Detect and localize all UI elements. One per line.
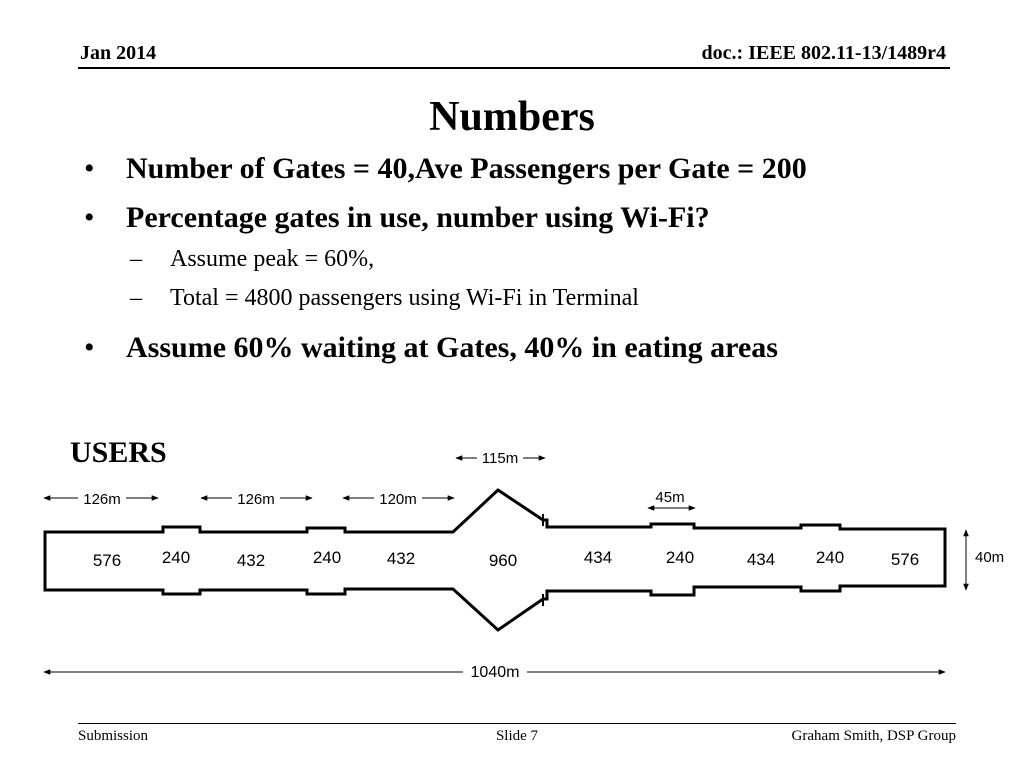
users-zone-5: 432 [386, 549, 416, 568]
sub-bullet-text: Total = 4800 passengers using Wi-Fi in Terminal [170, 285, 639, 311]
users-heading: USERS [70, 436, 167, 469]
users-zone-9: 434 [746, 550, 776, 569]
users-zone-1: 576 [92, 551, 122, 570]
dim-label-total: 1040m [470, 664, 520, 681]
dim-label-height: 40m [975, 549, 1005, 566]
users-zone-6: 960 [488, 551, 518, 570]
bullet-dot: • [84, 152, 95, 185]
dim-label-gate: 45m [655, 489, 685, 506]
users-zone-2: 240 [161, 548, 191, 567]
footer-submission: Submission [78, 728, 149, 744]
bullet-text: Assume 60% waiting at Gates, 40% in eating areas [126, 331, 778, 364]
dim-height [966, 530, 1004, 590]
users-zone-4: 240 [312, 548, 342, 567]
dim-seg2 [201, 488, 312, 508]
footer-author: Graham Smith, DSP Group [791, 728, 956, 744]
users-zone-3: 432 [236, 551, 266, 570]
bullet-dot: • [84, 201, 95, 234]
dim-seg3 [343, 488, 454, 508]
dim-gate [648, 489, 695, 508]
dim-label-seg2: 126m [237, 491, 275, 508]
users-zone-8: 240 [665, 548, 695, 567]
users-zone-11: 576 [890, 550, 920, 569]
header-doc-id: doc.: IEEE 802.11-13/1489r4 [701, 42, 946, 64]
bullet-text: Percentage gates in use, number using Wi-Fi? [126, 201, 710, 234]
footer-slide-number: Slide 7 [495, 728, 539, 744]
dim-total [44, 661, 945, 683]
dim-label-seg3: 120m [379, 491, 417, 508]
sub-bullet-text: Assume peak = 60%, [170, 246, 375, 272]
header-date: Jan 2014 [80, 42, 157, 64]
bullet-text: Number of Gates = 40,Ave Passengers per Gate = 200 [126, 152, 807, 185]
footer-rule [78, 723, 956, 724]
dim-label-center: 115m [481, 450, 519, 467]
sub-bullet-dash: – [130, 246, 142, 272]
bullet-dot: • [84, 331, 95, 364]
dim-label-seg1: 126m [83, 491, 121, 508]
slide-title: Numbers [429, 94, 595, 140]
users-zone-7: 434 [583, 548, 613, 567]
dim-seg1 [44, 488, 158, 508]
users-zone-10: 240 [815, 548, 845, 567]
sub-bullet-dash: – [130, 285, 142, 311]
dim-center [456, 448, 545, 468]
